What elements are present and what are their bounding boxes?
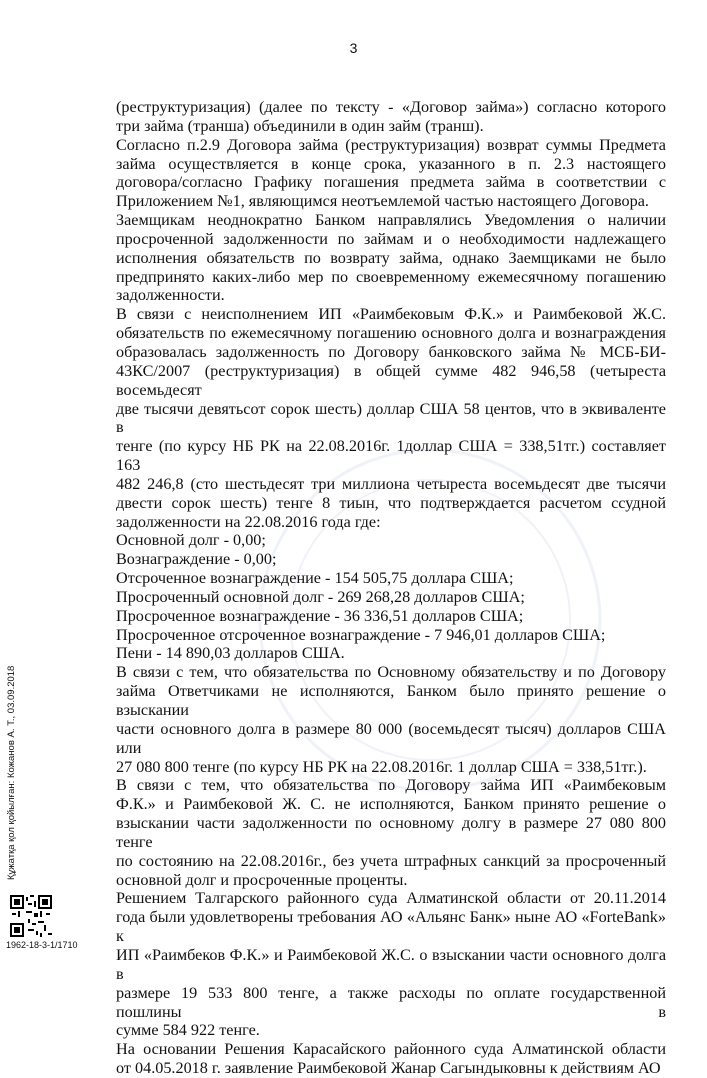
debt-list-item: Просроченный основной долг - 269 268,28 долларов США; xyxy=(116,587,525,606)
debt-list-item: Отсроченное вознаграждение - 154 505,75 доллара США; xyxy=(116,569,514,588)
document-code: 1962-18-3-1/1710 xyxy=(6,940,78,950)
text-line: предпринято каких-либо мер по своевременному ежемесячному погашению xyxy=(116,267,666,286)
text-line: по состоянию на 22.08.2016г., без учета штрафных санкций за просроченный xyxy=(116,851,666,870)
text-line: задолженности. xyxy=(116,286,225,305)
text-line: 482 246,8 (сто шестьдесят три миллиона четыреста восемьдесят две тысячи xyxy=(116,474,666,493)
text-line: Ф.К.» и Раимбековой Ж. С. не исполняются, Банком принято решение о xyxy=(116,795,666,814)
paragraphs-before-list xyxy=(116,98,666,531)
text-line: Заемщикам неоднократно Банком направлялись Уведомления о наличии xyxy=(116,211,666,230)
debt-list-item: Основной долг - 0,00; xyxy=(116,531,266,550)
text-line: договора/согласно Графику погашения предмета займа в соответствии с xyxy=(116,173,666,192)
text-line: 27 080 800 тенге (по курсу НБ РК на 22.08.2016г. 1 доллар США = 338,51тг.). xyxy=(116,757,647,776)
text-line: года были удовлетворены требования АО «Альянс Банк» ныне АО «ForteBank» к xyxy=(116,908,666,946)
text-line: Решением Талгарского районного суда Алматинской области от 20.11.2014 xyxy=(116,889,666,908)
document-body xyxy=(116,98,666,1078)
text-line: три займа (транша) объединили в один займ (транш). xyxy=(116,116,484,135)
text-line: Согласно п.2.9 Договора займа (реструктуризация) возврат суммы Предмета xyxy=(116,135,666,154)
debt-list-item: Вознаграждение - 0,00; xyxy=(116,550,277,569)
text-line: В связи с тем, что обязательства по Основному обязательству и по Договору xyxy=(116,663,666,682)
text-line: займа осуществляется в конце срока, указанного в п. 2.3 настоящего xyxy=(116,154,666,173)
text-line: тенге (по курсу НБ РК на 22.08.2016г. 1доллар США = 338,51тг.) составляет 163 xyxy=(116,437,666,475)
signature-stamp-vertical xyxy=(6,560,20,880)
debt-list xyxy=(116,531,666,663)
text-line: части основного долга в размере 80 000 (восемьдесят тысяч) долларов США или xyxy=(116,719,666,757)
paragraphs-after-list xyxy=(116,663,666,1078)
text-line: сумме 584 922 тенге. xyxy=(116,1021,260,1040)
text-line: В связи с тем, что обязательства по Договору займа ИП «Раимбековым xyxy=(116,776,666,795)
text-line: В связи с неисполнением ИП «Раимбековым Ф.К.» и Раимбековой Ж.С. xyxy=(116,305,666,324)
page-number: 3 xyxy=(349,40,358,56)
text-line: задолженности на 22.08.2016 года где: xyxy=(116,512,381,531)
text-line: (реструктуризация) (далее по тексту - «Договор займа») согласно которого xyxy=(116,98,666,116)
text-line: 43КС/2007 (реструктуризация) в общей сумме 482 946,58 (четыреста восемьдесят xyxy=(116,361,666,399)
text-line: исполнения обязательств по возврату займа, однако Заемщиками не было xyxy=(116,248,666,267)
text-line: от 04.05.2018 г. заявление Раимбековой Жанар Сагындыковны к действиям АО xyxy=(116,1059,661,1078)
text-line: обязательств по ежемесячному погашению основного долга и вознаграждения xyxy=(116,324,666,343)
text-line: На основании Решения Карасайского районного суда Алматинской области xyxy=(116,1040,666,1059)
text-line: ИП «Раимбеков Ф.К.» и Раимбековой Ж.С. о взыскании части основного долга в xyxy=(116,945,666,983)
text-line: основной долг и просроченные проценты. xyxy=(116,870,408,889)
text-line: взыскании части задолженности по основному долгу в размере 27 080 800 тенге xyxy=(116,814,666,851)
debt-list-item: Просроченное вознаграждение - 36 336,51 долларов США; xyxy=(116,606,524,625)
text-line: образовалась задолженность по Договору банковского займа № МСБ-БИ- xyxy=(116,342,666,361)
text-line: займа Ответчиками не исполняются, Банком было принято решение о взыскании xyxy=(116,682,666,719)
text-line: размере 19 533 800 тенге, а также расходы по оплате государственной пошлины в xyxy=(116,983,666,1021)
text-line: Приложением №1, являющимся неотъемлемой частью настоящего Договора. xyxy=(116,192,649,211)
qr-code-icon xyxy=(10,895,52,937)
text-line: просроченной задолженности по займам и о необходимости надлежащего xyxy=(116,229,666,248)
debt-list-item: Пени - 14 890,03 долларов США. xyxy=(116,644,345,663)
signature-stamp-text: Құжатқа қол қойылған: Кожанов А. Т., 03.09.2018 xyxy=(6,665,17,880)
debt-list-item: Просроченное отсроченное вознаграждение - 7 946,01 долларов США; xyxy=(116,625,606,644)
text-line: две тысячи девятьсот сорок шесть) доллар США 58 центов, что в эквиваленте в xyxy=(116,399,666,437)
text-line: двести сорок шесть) тенге 8 тиын, что подтверждается расчетом ссудной xyxy=(116,493,666,512)
